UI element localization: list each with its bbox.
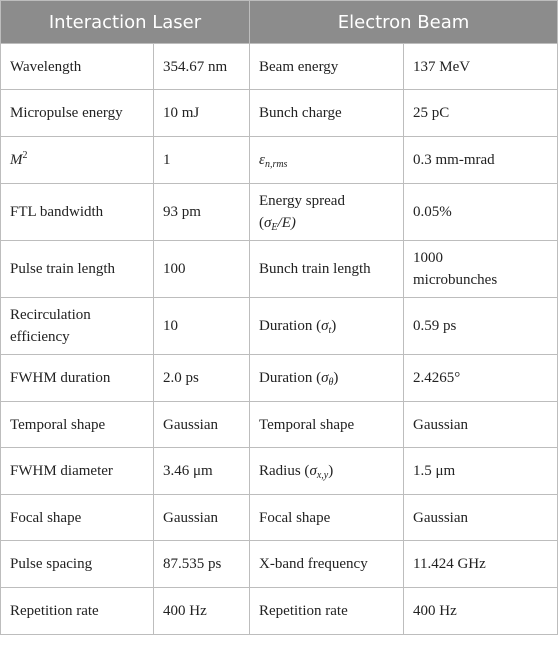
- laser-value: 354.67 nm: [154, 44, 250, 90]
- electron-value: 400 Hz: [404, 588, 558, 635]
- sigma-symbol: σ: [264, 215, 272, 231]
- header-electron-beam: Electron Beam: [250, 1, 558, 44]
- electron-param: Repetition rate: [250, 588, 404, 635]
- laser-param: Pulse spacing: [1, 541, 154, 588]
- laser-value: 87.535 ps: [154, 541, 250, 588]
- electron-value: 0.05%: [404, 184, 558, 241]
- laser-param: FWHM diameter: [1, 448, 154, 495]
- electron-value: 0.59 ps: [404, 298, 558, 355]
- sigma-symbol: σ: [309, 463, 317, 479]
- laser-param: Temporal shape: [1, 402, 154, 448]
- m-superscript: 2: [22, 150, 28, 161]
- table-row: [1, 495, 558, 541]
- table-row: [1, 137, 558, 184]
- energy-spread-label: Energy spread: [259, 193, 345, 209]
- laser-value: Gaussian: [154, 495, 250, 541]
- electron-value: 11.424 GHz: [404, 541, 558, 588]
- electron-value: 137 MeV: [404, 44, 558, 90]
- electron-value: 1.5 μm: [404, 448, 558, 495]
- electron-param: Temporal shape: [250, 402, 404, 448]
- laser-value: 10 mJ: [154, 90, 250, 137]
- table-row: [1, 184, 558, 241]
- m-symbol: M: [10, 152, 23, 168]
- laser-value: 3.46 μm: [154, 448, 250, 495]
- laser-param: Micropulse energy: [1, 90, 154, 137]
- laser-value: Gaussian: [154, 402, 250, 448]
- table-row: [1, 44, 558, 90]
- electron-param: Bunch charge: [250, 90, 404, 137]
- electron-value: Gaussian: [404, 402, 558, 448]
- table-row: [1, 90, 558, 137]
- table-row: [1, 541, 558, 588]
- laser-value: 100: [154, 241, 250, 298]
- electron-param: Beam energy: [250, 44, 404, 90]
- electron-param: [250, 137, 404, 184]
- table-row: [1, 402, 558, 448]
- laser-param: Repetition rate: [1, 588, 154, 635]
- laser-value: 2.0 ps: [154, 355, 250, 402]
- electron-value: 2.4265°: [404, 355, 558, 402]
- header-interaction-laser: Interaction Laser: [1, 1, 250, 44]
- laser-param: FTL bandwidth: [1, 184, 154, 241]
- emittance-symbol: ε: [259, 152, 265, 168]
- laser-param: FWHM duration: [1, 355, 154, 402]
- electron-param: Focal shape: [250, 495, 404, 541]
- laser-param: [1, 137, 154, 184]
- electron-value: Gaussian: [404, 495, 558, 541]
- laser-value: 10: [154, 298, 250, 355]
- table-row: [1, 588, 558, 635]
- electron-value: 25 pC: [404, 90, 558, 137]
- sigma-symbol: σ: [321, 370, 329, 386]
- laser-value: 1: [154, 137, 250, 184]
- electron-value: 0.3 mm-mrad: [404, 137, 558, 184]
- laser-param: Recirculation efficiency: [1, 298, 154, 355]
- laser-param: Wavelength: [1, 44, 154, 90]
- laser-param: Pulse train length: [1, 241, 154, 298]
- sigma-symbol: σ: [321, 318, 329, 334]
- table-row: [1, 448, 558, 495]
- electron-param: X-band frequency: [250, 541, 404, 588]
- electron-param: Duration $(\sigma_\theta)$: [250, 355, 404, 402]
- electron-param: Radius $(\sigma_{x,y})$: [250, 448, 404, 495]
- table-row: [1, 241, 558, 298]
- electron-value: 1000 microbunches: [404, 241, 558, 298]
- table-row: [1, 298, 558, 355]
- electron-param: Energy spread $(\sigma_E/E)$: [250, 184, 404, 241]
- emittance-subscript: n,rms: [264, 159, 288, 170]
- electron-param: Duration $(\sigma_t)$: [250, 298, 404, 355]
- electron-param: Bunch train length: [250, 241, 404, 298]
- table-row: [1, 355, 558, 402]
- laser-value: 93 pm: [154, 184, 250, 241]
- header-row: [1, 1, 558, 44]
- laser-param: Focal shape: [1, 495, 154, 541]
- laser-value: 400 Hz: [154, 588, 250, 635]
